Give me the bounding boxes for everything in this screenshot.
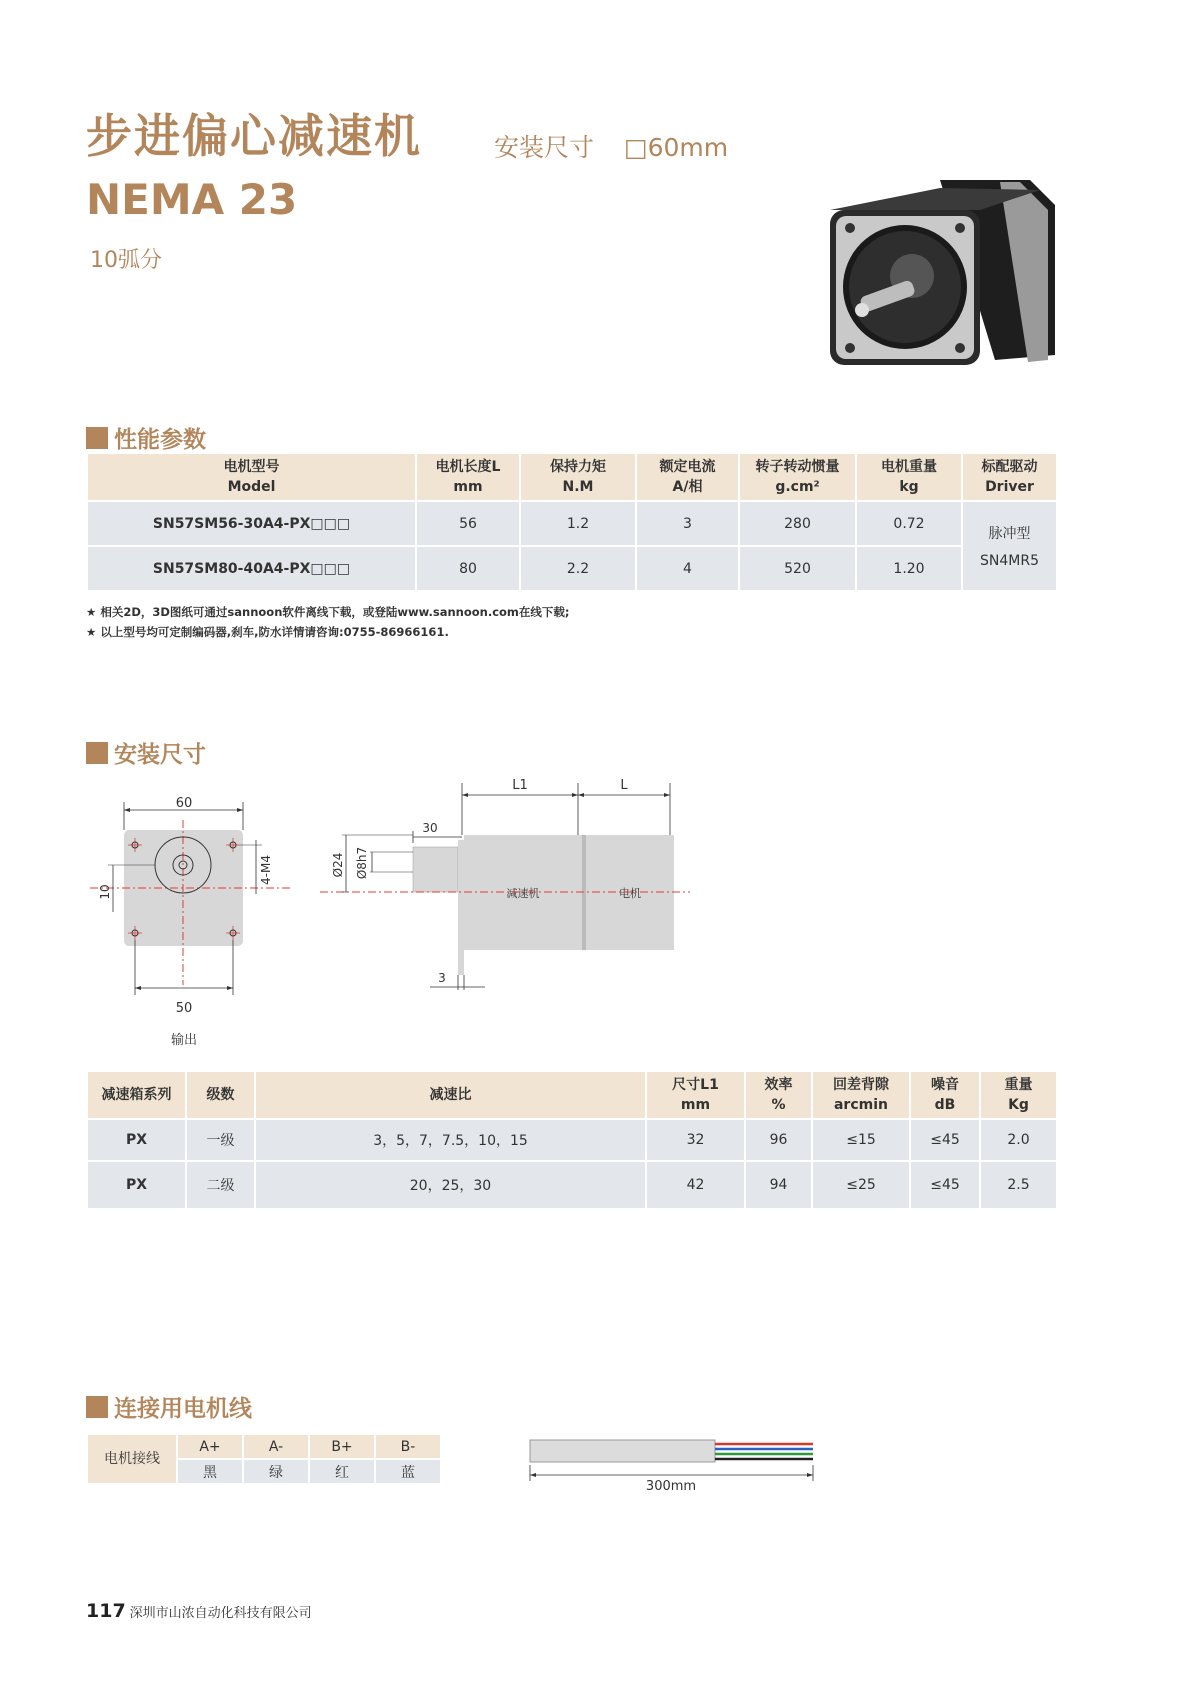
pin-a-minus: A- bbox=[243, 1434, 309, 1459]
color-b-minus: 蓝 bbox=[375, 1459, 441, 1484]
product-image bbox=[810, 170, 1060, 400]
gear-header: 重量 Kg bbox=[980, 1071, 1057, 1119]
perf-header-row bbox=[87, 453, 1057, 501]
perf-header: 标配驱动 Driver bbox=[962, 453, 1057, 501]
table-row: PX 二级 20，25，30 42 94 ≤25 ≤45 2.5 bbox=[87, 1161, 1057, 1209]
note-download: ★ 相关2D，3D图纸可通过sannoon软件离线下载，或登陆www.sannoon.com在线下载; bbox=[86, 605, 570, 619]
cable-length: 300mm bbox=[645, 1479, 697, 1494]
arc-minute-label: 10弧分 bbox=[90, 248, 162, 273]
gear-header-row bbox=[87, 1071, 1057, 1119]
dim-outer-diameter: Ø24 bbox=[331, 852, 345, 878]
dim-shaft-length: 30 bbox=[422, 821, 438, 835]
company-name: 深圳市山浓自动化科技有限公司 bbox=[129, 1606, 312, 1621]
perf-header: 保持力矩 N.M bbox=[520, 453, 636, 501]
motor-label: 电机 bbox=[619, 887, 641, 900]
mount-size-label: 安装尺寸 □60mm bbox=[494, 133, 729, 162]
color-a-plus: 黑 bbox=[177, 1459, 243, 1484]
dim-hole-spacing: 50 bbox=[175, 1001, 193, 1016]
table-row: SN57SM56-30A4-PX□□□ 56 1.2 3 280 0.72 脉冲型 SN4MR5 bbox=[87, 501, 1057, 546]
pin-b-plus: B+ bbox=[309, 1434, 375, 1459]
pin-a-plus: A+ bbox=[177, 1434, 243, 1459]
gear-header: 减速比 bbox=[255, 1071, 646, 1119]
performance-table bbox=[86, 452, 1058, 592]
side-view-drawing bbox=[320, 775, 690, 1000]
table-row: PX 一级 3，5，7，7.5，10，15 32 96 ≤15 ≤45 2.0 bbox=[87, 1119, 1057, 1161]
cable-drawing bbox=[525, 1435, 825, 1495]
nema-title: NEMA 23 bbox=[86, 175, 298, 224]
output-label: 输出 bbox=[170, 1033, 198, 1048]
dim-l: L bbox=[620, 778, 628, 793]
perf-header: 电机重量 kg bbox=[856, 453, 962, 501]
front-view-drawing bbox=[80, 790, 300, 1050]
note-custom: ★ 以上型号均可定制编码器,刹车,防水详情请咨询:0755-86966161. bbox=[86, 625, 449, 639]
gear-header: 回差背隙 arcmin bbox=[812, 1071, 910, 1119]
color-a-minus: 绿 bbox=[243, 1459, 309, 1484]
perf-header: 电机长度L mm bbox=[416, 453, 520, 501]
dim-l1: L1 bbox=[512, 778, 528, 793]
wire-section-title: 连接用电机线 bbox=[86, 1390, 252, 1423]
section-marker-icon bbox=[86, 1396, 108, 1418]
wire-label: 电机接线 bbox=[87, 1434, 177, 1484]
dim-screws: 4-M4 bbox=[259, 855, 273, 885]
gear-header: 尺寸L1 mm bbox=[646, 1071, 745, 1119]
pin-b-minus: B- bbox=[375, 1434, 441, 1459]
dim-width: 60 bbox=[175, 796, 193, 811]
perf-section-title: 性能参数 bbox=[86, 421, 206, 454]
gear-header: 噪音 dB bbox=[910, 1071, 980, 1119]
gear-header: 级数 bbox=[186, 1071, 255, 1119]
gearbox-table bbox=[86, 1070, 1058, 1210]
table-row: SN57SM80-40A4-PX□□□ 80 2.2 4 520 1.20 bbox=[87, 546, 1057, 591]
footer bbox=[86, 1600, 312, 1622]
gear-header: 减速箱系列 bbox=[87, 1071, 186, 1119]
perf-header: 额定电流 A/相 bbox=[636, 453, 739, 501]
section-marker-icon bbox=[86, 427, 108, 449]
perf-header: 电机型号 Model bbox=[87, 453, 416, 501]
page-number: 117 bbox=[86, 1600, 126, 1622]
page-title: 步进偏心减速机 bbox=[86, 109, 422, 163]
gear-header: 效率 % bbox=[745, 1071, 812, 1119]
driver-cell: 脉冲型 SN4MR5 bbox=[962, 501, 1057, 591]
gearbox-label: 减速机 bbox=[506, 887, 540, 900]
wiring-table bbox=[86, 1433, 442, 1485]
perf-header: 转子转动惯量 g.cm² bbox=[739, 453, 856, 501]
dim-offset: 10 bbox=[98, 884, 112, 900]
color-b-plus: 红 bbox=[309, 1459, 375, 1484]
mount-section-title: 安装尺寸 bbox=[86, 736, 206, 769]
section-marker-icon bbox=[86, 742, 108, 764]
dim-flange: 3 bbox=[438, 971, 446, 985]
dim-shaft-diameter: Ø8h7 bbox=[355, 846, 369, 880]
